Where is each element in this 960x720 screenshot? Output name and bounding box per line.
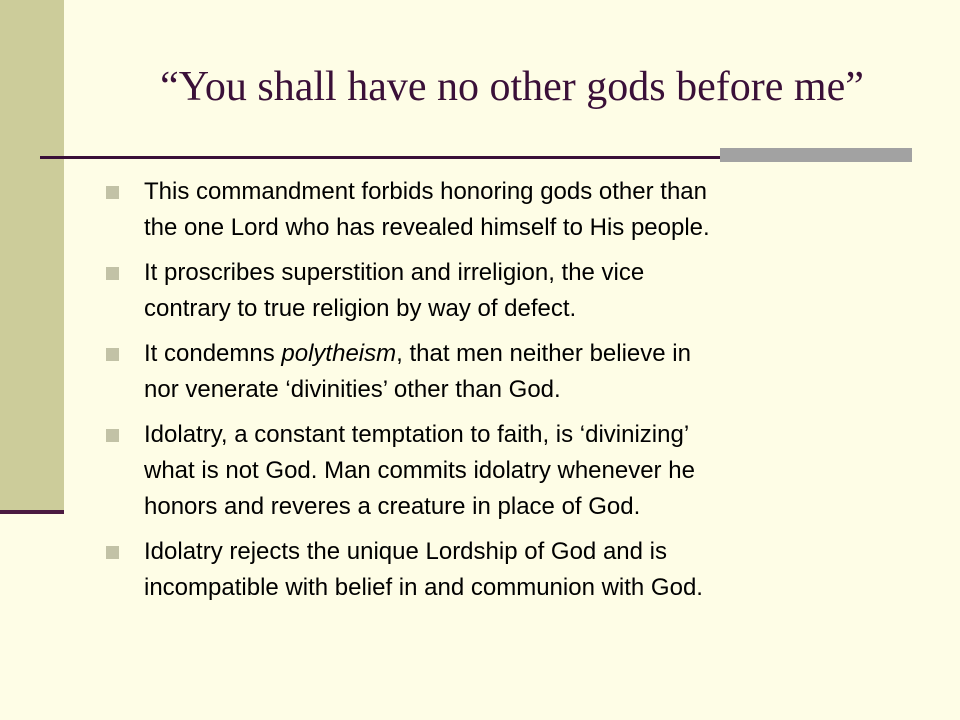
square-bullet-icon [106,186,119,199]
bullet-text: Idolatry, a constant temptation to faith, is ‘divinizing’ what is not God. Man commits idolatry whenever he honors and reveres a creature in place of God. [144,421,695,520]
bullet-item [102,174,922,246]
slide-title: “You shall have no other gods before me” [160,64,864,110]
bullet-item [102,336,922,408]
square-bullet-icon [106,348,119,361]
square-bullet-icon [106,429,119,442]
bullet-text: It proscribes superstition and irreligion, the vice contrary to true religion by way of defect. [144,259,645,322]
bullet-text: It condemns polytheism, that men neither believe in nor venerate ‘divinities’ other than God. [144,340,691,403]
bullet-list [102,174,922,615]
bullet-text: This commandment forbids honoring gods other than the one Lord who has revealed himself to His people. [144,178,710,241]
left-decorative-band [0,0,64,512]
emphasized-term: polytheism [281,340,397,367]
bullet-text: Idolatry rejects the unique Lordship of God and is incompatible with belief in and communion with God. [144,538,703,601]
bullet-item [102,255,922,327]
bullet-item [102,534,922,606]
left-band-underline [0,510,64,514]
title-divider-accent [720,148,912,162]
square-bullet-icon [106,267,119,280]
square-bullet-icon [106,546,119,559]
bullet-item [102,417,922,525]
